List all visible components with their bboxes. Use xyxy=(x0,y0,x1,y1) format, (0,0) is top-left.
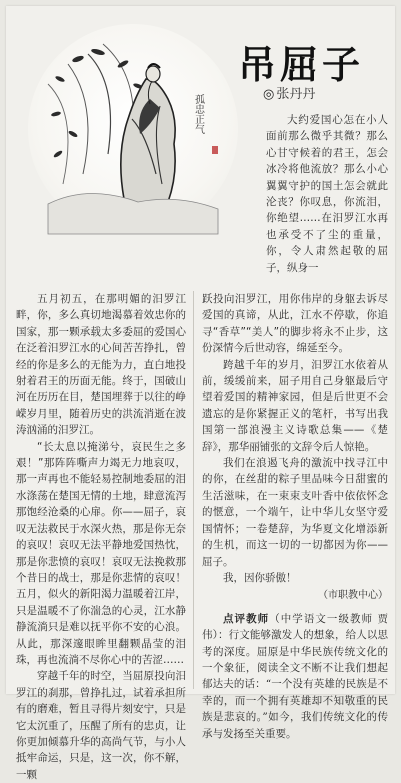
paragraph: 我们在浪遏飞舟的激流中找寻江中的你，在丝甜的粽子里品味今日甜蜜的生活滋味，在一束束支叶香中依依怀念的惬意，一个端午，让中华儿女坚守爱国情怀；一卷楚辞，为华夏文化增添新的生机，而这一切的一切都因为你——屈子。 xyxy=(202,457,388,568)
paragraph: 跃投向汨罗江，用你伟岸的身躯去诉尽爱国的真谛，从此，江水不停歇，你追寻“香草”“美人”的脚步将永不止步，这份深情今后世动容，绵延至今。 xyxy=(202,293,388,355)
ink-painting-icon xyxy=(28,24,238,234)
author-mark: ◎ xyxy=(263,87,275,102)
paragraph: 跨越千年的岁月，汨罗江水依着从前，缓缓前来，屈子用自己身躯最后守望着爱国的精神家园，但是后世更不会遗忘的是你紧握正义的笔杆，书写出我国第一部浪漫主义诗歌总集——《楚辞》，那华丽铺张的文辞令后人惊艳。 xyxy=(202,358,388,453)
paragraph: “长太息以掩涕兮，哀民生之多艰！”那阵阵嘶声力竭无力地哀叹，那一声再也不能轻易控制地委屈的泪水涤荡在楚国无情的土地，肆意流泻那饱经沧桑的心扉。你——屈子，哀叹无法救民于水深火热，那是你无奈的哀叹！哀叹无法平静地爱国热忱，那是你悲愤的哀叹！哀叹无法挽救那个昔日的战士，那是你悲情的哀叹！五月，似火的新阳渴力温暖着江岸，只是温暖不了你湍急的心灵，江水静静流淌只是难以抚平你不安的心浪。从此，那深邃眼眸里翻颗晶莹的泪珠，再也流淌不尽你心中的苦涩…… xyxy=(16,440,186,666)
source-note: （市职教中心） xyxy=(318,590,388,602)
column-divider xyxy=(193,291,194,689)
article-title: 吊屈子 xyxy=(238,42,365,87)
right-column xyxy=(202,291,388,742)
paragraph: 穿越千年的时空，当屈原投向汨罗江的刹那，曾挣扎过，试着承担所有的磨难，暂且寻得片刻安宁，只是它太沉重了，压醒了所有的忠贞，让你更加倾慕升华的高尚气节，与小人抵牢命运，只是，这一次，你不解，一颗 xyxy=(16,670,186,781)
review-label: 点评教师 xyxy=(223,612,270,625)
article-author xyxy=(263,83,315,102)
paragraph: 我，因你骄傲！ xyxy=(223,571,297,584)
paragraph: 五月初五，在那明媚的汨罗江畔，你，多么真切地渴慕着效忠你的国家，那一颗承载太多委屈的爱国心在泛着汨罗江水的心间苦苦挣扎，曾经的你是多么的无能为力，直白地投射着君王的历面无能。终于，国破山河在历历在目，楚国埋葬于以往的峥嵘岁月里，随着历史的洪流消逝在波涛汹涌的汨罗江。 xyxy=(16,293,186,437)
left-column xyxy=(16,291,186,783)
calligraphy-text: 孤忠正气 xyxy=(192,94,204,134)
qu-yuan-ink-painting xyxy=(28,24,238,234)
author-name: 张丹丹 xyxy=(276,87,316,102)
review-text: （中学语文一级教师 贾伟）：行文能够激发人的想象，给人以思考的深度。屈原是中华民族传统文化的一个象征，阅读全文不断不让我们想起郁达夫的话：“一个没有英雄的民族是不幸的，而一个拥有英雄却不知敬重的民族是悲哀的。”如今，我们传统文化的传承与发扬至关重要。 xyxy=(202,612,388,740)
teacher-review xyxy=(202,611,388,742)
paragraph: 大约爱国心怎在小人面前那么微乎其微？那么心甘守候着的君王，怎会冰冷将他流放？那么小心翼翼守护的国土怎会就此沦丧？你叹息，你流泪，你绝望……在汨罗江水再也承受不了尘的重量，你，令人肃然起敬的屈子，纵身一 xyxy=(266,114,388,274)
right-top-column xyxy=(266,112,388,276)
newspaper-page xyxy=(6,6,395,781)
